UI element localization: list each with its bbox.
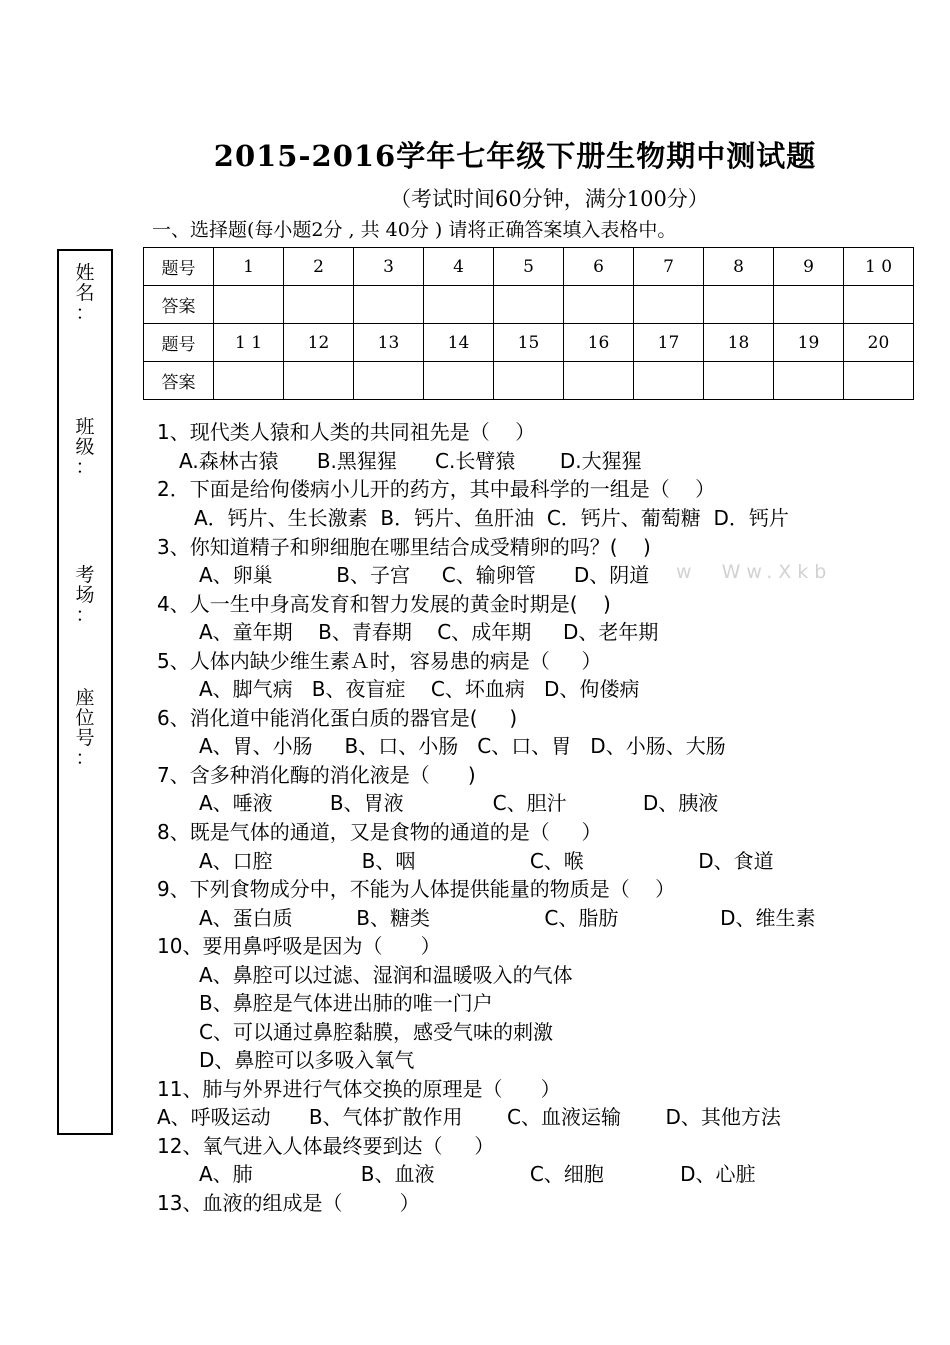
question-number: 18 <box>704 324 774 362</box>
answer-cell[interactable] <box>704 286 774 324</box>
options-6: A、胃、小肠 B、口、小肠 C、口、胃 D、小肠、大肠 <box>199 734 726 758</box>
table-row <box>144 324 914 362</box>
answer-cell[interactable] <box>774 362 844 400</box>
options-4: A、童年期 B、青春期 C、成年期 D、老年期 <box>199 620 659 644</box>
question-12: 12、氧气进入人体最终要到达（ ） <box>157 1134 495 1158</box>
question-number: 16 <box>564 324 634 362</box>
answer-cell[interactable] <box>494 286 564 324</box>
answer-label: 答案 <box>144 362 214 400</box>
answer-cell[interactable] <box>774 286 844 324</box>
question-number: 9 <box>774 248 844 286</box>
question-2: 2．下面是给佝偻病小儿开的药方，其中最科学的一组是（ ） <box>157 477 716 501</box>
option-10d: D、鼻腔可以多吸入氧气 <box>199 1048 415 1072</box>
answer-cell[interactable] <box>354 362 424 400</box>
question-6: 6、消化道中能消化蛋白质的器官是( ) <box>157 706 518 730</box>
question-4: 4、人一生中身高发育和智力发展的黄金时期是( ) <box>157 592 611 616</box>
question-number-label: 题号 <box>144 248 214 286</box>
question-number: 12 <box>284 324 354 362</box>
watermark: w Ww.Xkb <box>676 561 833 583</box>
answer-cell[interactable] <box>634 362 704 400</box>
answer-cell[interactable] <box>214 286 284 324</box>
options-2: A．钙片、生长激素 B．钙片、鱼肝油 C．钙片、葡萄糖 D．钙片 <box>194 506 789 530</box>
answer-cell[interactable] <box>284 362 354 400</box>
question-number: 15 <box>494 324 564 362</box>
question-number: 2 <box>284 248 354 286</box>
answer-cell[interactable] <box>214 362 284 400</box>
answer-cell[interactable] <box>494 362 564 400</box>
exam-title: 2015-2016学年七年级下册生物期中测试题 <box>213 139 817 173</box>
name-label: 姓 名 ： <box>75 262 95 324</box>
answer-cell[interactable] <box>424 286 494 324</box>
question-5: 5、人体内缺少维生素Ａ时，容易患的病是（ ） <box>157 649 602 673</box>
answer-cell[interactable] <box>704 362 774 400</box>
answer-cell[interactable] <box>284 286 354 324</box>
question-7: 7、含多种消化酶的消化液是（ ) <box>157 763 476 787</box>
question-11: 11、肺与外界进行气体交换的原理是（ ） <box>157 1077 561 1101</box>
question-number: 7 <box>634 248 704 286</box>
question-number: 19 <box>774 324 844 362</box>
question-number: 14 <box>424 324 494 362</box>
question-9: 9、下列食物成分中，不能为人体提供能量的物质是（ ） <box>157 877 676 901</box>
question-1: 1、现代类人猿和人类的共同祖先是（ ） <box>157 420 536 444</box>
student-info-box <box>57 249 113 1135</box>
option-10c: C、可以通过鼻腔黏膜，感受气味的刺激 <box>199 1020 553 1044</box>
options-8: A、口腔 B、咽 C、喉 D、食道 <box>199 849 774 873</box>
question-number: 3 <box>354 248 424 286</box>
answer-cell[interactable] <box>564 286 634 324</box>
question-3: 3、你知道精子和卵细胞在哪里结合成受精卵的吗？( ) <box>157 535 651 559</box>
question-number: 17 <box>634 324 704 362</box>
question-number: 1 <box>214 248 284 286</box>
room-label: 考 场 ： <box>75 564 95 626</box>
answer-table <box>143 247 914 400</box>
options-9: A、蛋白质 B、糖类 C、脂肪 D、维生素 <box>199 906 816 930</box>
answer-cell[interactable] <box>844 286 914 324</box>
answer-cell[interactable] <box>634 286 704 324</box>
question-10: 10、要用鼻呼吸是因为（ ） <box>157 934 441 958</box>
question-number: 13 <box>354 324 424 362</box>
class-label: 班 级 ： <box>75 416 95 478</box>
option-10b: B、鼻腔是气体进出肺的唯一门户 <box>199 991 493 1015</box>
answer-cell[interactable] <box>354 286 424 324</box>
options-11: A、呼吸运动 B、气体扩散作用 C、血液运输 D、其他方法 <box>157 1105 781 1129</box>
question-number: 5 <box>494 248 564 286</box>
question-number-label: 题号 <box>144 324 214 362</box>
question-number: 1 1 <box>214 324 284 362</box>
options-3: A、卵巢 B、子宫 C、输卵管 D、阴道 <box>199 563 650 587</box>
table-row <box>144 248 914 286</box>
seat-label: 座 位 号 ： <box>75 687 95 769</box>
options-1: A.森林古猿 B.黑猩猩 C.长臂猿 D.大猩猩 <box>179 449 642 473</box>
question-8: 8、既是气体的通道，又是食物的通道的是（ ） <box>157 820 602 844</box>
question-13: 13、血液的组成是（ ） <box>157 1191 420 1215</box>
table-row <box>144 362 914 400</box>
option-10a: A、鼻腔可以过滤、湿润和温暖吸入的气体 <box>199 963 573 987</box>
section-heading: 一、选择题(每小题2分 , 共 40分 ) 请将正确答案填入表格中。 <box>152 219 677 241</box>
options-12: A、肺 B、血液 C、细胞 D、心脏 <box>199 1162 756 1186</box>
answer-cell[interactable] <box>424 362 494 400</box>
question-number: 20 <box>844 324 914 362</box>
answer-cell[interactable] <box>564 362 634 400</box>
options-5: A、脚气病 B、夜盲症 C、坏血病 D、佝偻病 <box>199 677 640 701</box>
answer-cell[interactable] <box>844 362 914 400</box>
options-7: A、唾液 B、胃液 C、胆汁 D、胰液 <box>199 791 719 815</box>
question-number: 6 <box>564 248 634 286</box>
table-row <box>144 286 914 324</box>
question-number: 1 0 <box>844 248 914 286</box>
question-number: 8 <box>704 248 774 286</box>
question-number: 4 <box>424 248 494 286</box>
answer-label: 答案 <box>144 286 214 324</box>
exam-subtitle: （考试时间60分钟，满分100分） <box>390 187 709 211</box>
